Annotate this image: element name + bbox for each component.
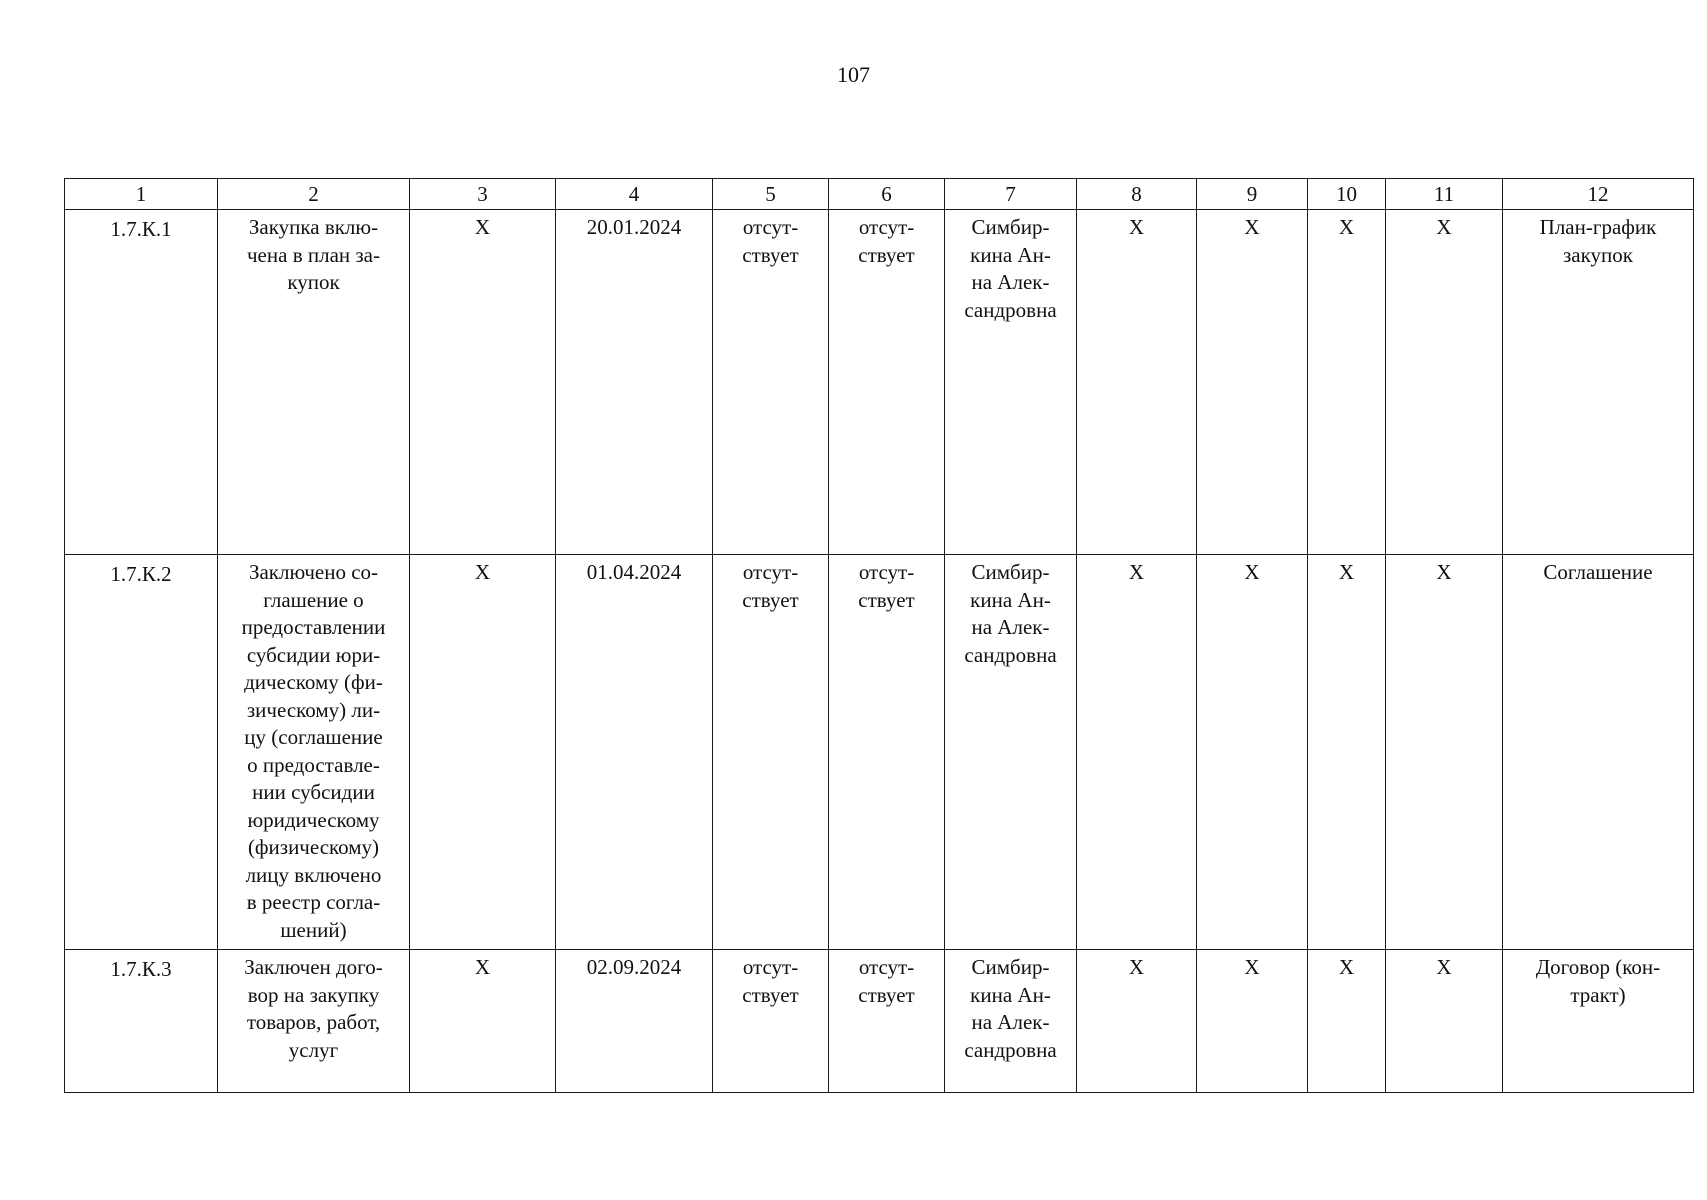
column-header-6: 6 — [829, 179, 945, 210]
event-description: Заключено со- глашение о предоставлении субсидии юри- дическому (фи- зическому) ли- цу (соглашение о предоставле- нии субсидии юридическому (физическому) лицу включено в реестр согла- шений) — [218, 555, 410, 950]
completion-date: 01.04.2024 — [556, 555, 713, 950]
table-row — [65, 210, 1694, 555]
column-header-10: 10 — [1308, 179, 1386, 210]
cell-col11: X — [1386, 555, 1503, 950]
cell-col9: X — [1197, 950, 1308, 1093]
cell-col3: X — [410, 555, 556, 950]
cell-col5: отсут- ствует — [713, 210, 829, 555]
cell-col3: X — [410, 950, 556, 1093]
cell-col8: X — [1077, 950, 1197, 1093]
cell-col11: X — [1386, 950, 1503, 1093]
header-row — [65, 179, 1694, 210]
column-header-8: 8 — [1077, 179, 1197, 210]
cell-col3: X — [410, 210, 556, 555]
column-header-3: 3 — [410, 179, 556, 210]
column-header-5: 5 — [713, 179, 829, 210]
completion-date: 20.01.2024 — [556, 210, 713, 555]
event-description: Заключен дого- вор на закупку товаров, работ, услуг — [218, 950, 410, 1093]
responsible-person: Симбир- кина Ан- на Алек- сандровна — [945, 210, 1077, 555]
cell-col9: X — [1197, 555, 1308, 950]
table-row — [65, 555, 1694, 950]
cell-col8: X — [1077, 555, 1197, 950]
cell-col10: X — [1308, 950, 1386, 1093]
completion-date: 02.09.2024 — [556, 950, 713, 1093]
page-number: 107 — [837, 62, 870, 87]
cell-col8: X — [1077, 210, 1197, 555]
cell-col5: отсут- ствует — [713, 950, 829, 1093]
column-header-7: 7 — [945, 179, 1077, 210]
cell-col11: X — [1386, 210, 1503, 555]
cell-col10: X — [1308, 555, 1386, 950]
confirming-document: Договор (кон- тракт) — [1503, 950, 1694, 1093]
column-header-12: 12 — [1503, 179, 1694, 210]
column-header-9: 9 — [1197, 179, 1308, 210]
control-points-table — [64, 178, 1694, 1093]
cell-col10: X — [1308, 210, 1386, 555]
column-header-11: 11 — [1386, 179, 1503, 210]
confirming-document: Соглашение — [1503, 555, 1694, 950]
column-header-4: 4 — [556, 179, 713, 210]
table-row — [65, 950, 1694, 1093]
control-point-code: 1.7.К.1 — [65, 210, 218, 555]
confirming-document: План-график закупок — [1503, 210, 1694, 555]
cell-col5: отсут- ствует — [713, 555, 829, 950]
control-point-code: 1.7.К.2 — [65, 555, 218, 950]
cell-col6: отсут- ствует — [829, 555, 945, 950]
control-point-code: 1.7.К.3 — [65, 950, 218, 1093]
cell-col9: X — [1197, 210, 1308, 555]
cell-col6: отсут- ствует — [829, 950, 945, 1093]
cell-col6: отсут- ствует — [829, 210, 945, 555]
responsible-person: Симбир- кина Ан- на Алек- сандровна — [945, 950, 1077, 1093]
column-header-2: 2 — [218, 179, 410, 210]
responsible-person: Симбир- кина Ан- на Алек- сандровна — [945, 555, 1077, 950]
event-description: Закупка вклю- чена в план за- купок — [218, 210, 410, 555]
column-header-1: 1 — [65, 179, 218, 210]
